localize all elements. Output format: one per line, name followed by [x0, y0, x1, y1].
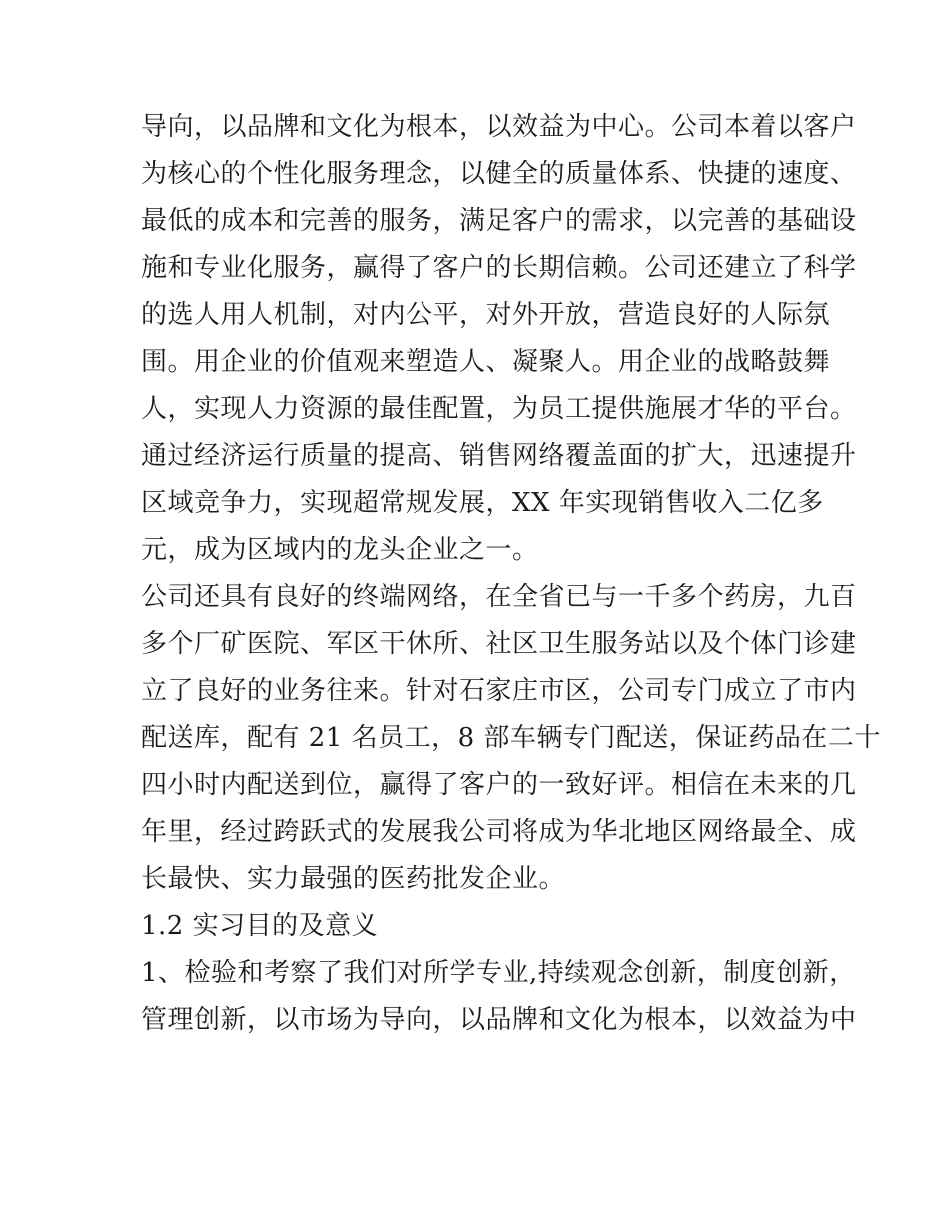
- section-heading: 1.2 实习目的及意义: [141, 911, 379, 941]
- text-line: 最低的成本和完善的服务，满足客户的需求，以完善的基础设: [141, 206, 857, 236]
- text-line: 公司还具有良好的终端网络，在全省已与一千多个药房，九百: [141, 582, 857, 612]
- text-line: 围。用企业的价值观来塑造人、凝聚人。用企业的战略鼓舞: [141, 347, 831, 377]
- text-line: 施和专业化服务，赢得了客户的长期信赖。公司还建立了科学: [141, 253, 857, 283]
- text-line: 导向，以品牌和文化为根本，以效益为中心。公司本着以客户: [141, 112, 857, 142]
- text-line: 区域竞争力，实现超常规发展，XX 年实现销售收入二亿多: [141, 488, 824, 518]
- text-line: 管理创新，以市场为导向，以品牌和文化为根本，以效益为中: [141, 1005, 857, 1035]
- text-line: 为核心的个性化服务理念，以健全的质量体系、快捷的速度、: [141, 159, 857, 189]
- text-line: 立了良好的业务往来。针对石家庄市区，公司专门成立了市内: [141, 676, 857, 706]
- text-line: 年里，经过跨跃式的发展我公司将成为华北地区网络最全、成: [141, 817, 857, 847]
- text-line: 配送库，配有 21 名员工，8 部车辆专门配送，保证药品在二十: [141, 723, 881, 753]
- text-line: 元，成为区域内的龙头企业之一。: [141, 535, 539, 565]
- text-line: 人，实现人力资源的最佳配置，为员工提供施展才华的平台。: [141, 394, 857, 424]
- document-body: [141, 104, 881, 1044]
- text-line: 通过经济运行质量的提高、销售网络覆盖面的扩大，迅速提升: [141, 441, 857, 471]
- text-line: 四小时内配送到位，赢得了客户的一致好评。相信在未来的几: [141, 770, 857, 800]
- text-line: 1、检验和考察了我们对所学专业,持续观念创新，制度创新，: [141, 958, 856, 988]
- text-line: 的选人用人机制，对内公平，对外开放，营造良好的人际氛: [141, 300, 831, 330]
- text-line: 长最快、实力最强的医药批发企业。: [141, 864, 566, 894]
- text-line: 多个厂矿医院、军区干休所、社区卫生服务站以及个体门诊建: [141, 629, 857, 659]
